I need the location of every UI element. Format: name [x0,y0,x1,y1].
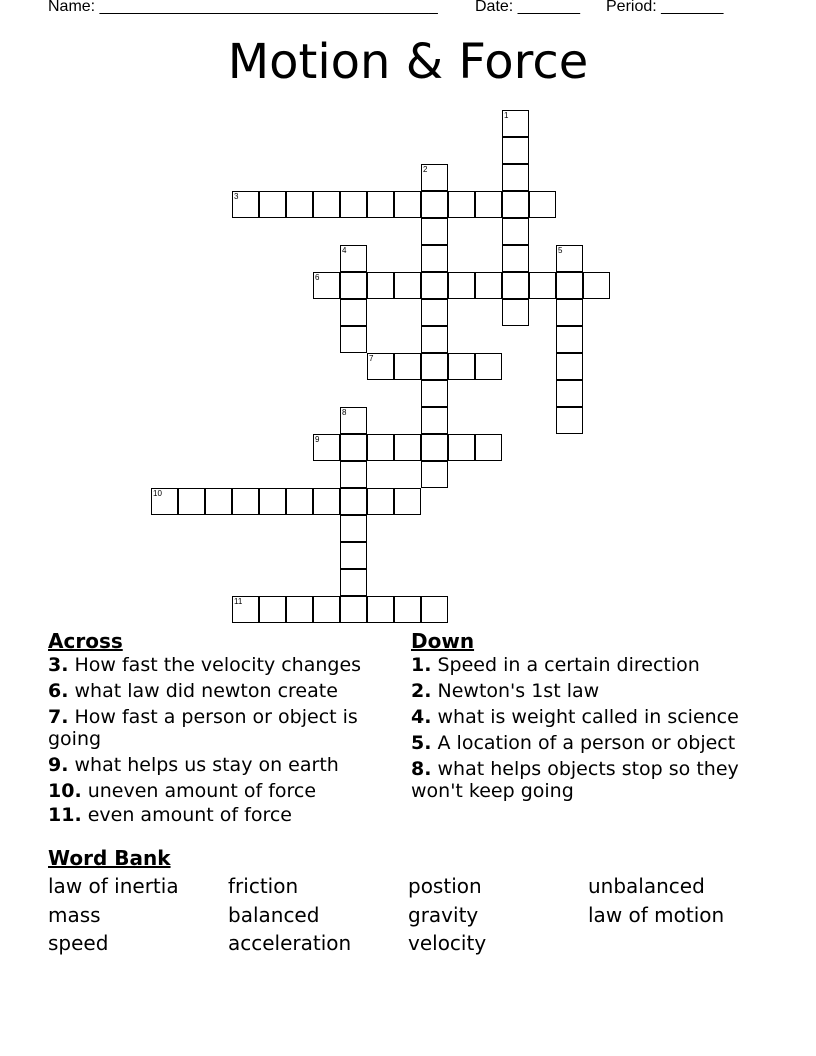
clue-down-5 [411,732,771,754]
crossword-cell[interactable] [583,272,610,299]
clue-across-7 [48,706,378,750]
clue-text: How fast a person or object is going [48,706,358,750]
crossword-cell[interactable] [421,245,448,272]
crossword-cell[interactable] [232,596,259,623]
clue-text: what is weight called in science [437,706,739,728]
crossword-cell[interactable] [340,434,367,461]
clue-number: 10. [48,780,82,802]
crossword-cell[interactable] [367,272,394,299]
clue-number-label: 6 [315,272,320,282]
word-bank-item: law of motion [588,902,725,927]
crossword-cell[interactable] [340,299,367,326]
down-clues [411,630,771,806]
crossword-cell[interactable] [502,137,529,164]
crossword-cell[interactable] [421,299,448,326]
clue-number-label: 1 [504,110,509,120]
crossword-cell[interactable] [340,245,367,272]
word-bank-item: friction [228,874,299,898]
word-bank [48,874,768,960]
crossword-cell[interactable] [340,461,367,488]
crossword-cell[interactable] [232,191,259,218]
crossword-cell[interactable] [556,407,583,434]
crossword-cell[interactable] [259,596,286,623]
clue-number: 9. [48,754,69,776]
clue-number-label: 9 [315,434,320,444]
crossword-cell[interactable] [313,272,340,299]
crossword-cell[interactable] [394,434,421,461]
name-field[interactable]: Name: ______________________________________ [48,0,438,15]
clue-text: Newton's 1st law [437,680,600,702]
clue-across-11 [48,804,378,826]
clue-text: A location of a person or object [437,732,736,754]
crossword-cell[interactable] [448,191,475,218]
crossword-cell[interactable] [313,596,340,623]
crossword-cell[interactable] [367,191,394,218]
clue-number: 4. [411,706,432,728]
crossword-cell[interactable] [340,272,367,299]
crossword-cell[interactable] [421,407,448,434]
clue-text: Speed in a certain direction [437,654,700,676]
crossword-cell[interactable] [340,326,367,353]
word-bank-item: velocity [408,931,487,955]
crossword-cell[interactable] [286,191,313,218]
clue-across-10 [48,780,378,802]
crossword-cell[interactable] [475,191,502,218]
crossword-cell[interactable] [367,596,394,623]
down-heading: Down [411,629,475,653]
clue-text: uneven amount of force [87,780,317,802]
word-bank-item: unbalanced [588,874,705,898]
crossword-cell[interactable] [556,380,583,407]
crossword-cell[interactable] [502,218,529,245]
crossword-cell[interactable] [421,434,448,461]
crossword-cell[interactable] [340,569,367,596]
clue-down-1 [411,654,771,676]
crossword-cell[interactable] [394,272,421,299]
crossword-cell[interactable] [259,488,286,515]
word-bank-item: acceleration [228,931,352,955]
crossword-cell[interactable] [475,353,502,380]
clue-text: How fast the velocity changes [74,654,362,676]
crossword-cell[interactable] [178,488,205,515]
crossword-cell[interactable] [502,191,529,218]
crossword-cell[interactable] [286,488,313,515]
clue-across-3 [48,654,378,676]
crossword-cell[interactable] [529,191,556,218]
crossword-cell[interactable] [340,515,367,542]
across-heading: Across [48,629,123,653]
crossword-cell[interactable] [367,434,394,461]
crossword-cell[interactable] [448,434,475,461]
word-bank-item: mass [48,902,101,927]
crossword-cell[interactable] [502,299,529,326]
crossword-cell[interactable] [421,191,448,218]
period-field[interactable]: Period: _______ [606,0,724,15]
clue-number: 11. [48,804,82,826]
clue-down-2 [411,680,771,702]
page-title: Motion & Force [227,34,589,90]
clue-number: 3. [48,654,69,676]
word-bank-item: postion [408,874,482,898]
crossword-cell[interactable] [259,191,286,218]
clue-number-label: 11 [234,596,243,606]
crossword-cell[interactable] [394,353,421,380]
crossword-cell[interactable] [421,353,448,380]
clue-number-label: 5 [558,245,563,255]
crossword-cell[interactable] [313,191,340,218]
crossword-cell[interactable] [340,407,367,434]
clue-number-label: 8 [342,407,347,417]
clue-text: what law did newton create [74,680,338,702]
crossword-cell[interactable] [475,272,502,299]
crossword-cell[interactable] [340,542,367,569]
clue-number: 6. [48,680,69,702]
crossword-cell[interactable] [502,272,529,299]
crossword-cell[interactable] [367,488,394,515]
crossword-cell[interactable] [340,191,367,218]
crossword-cell[interactable] [529,272,556,299]
clue-number-label: 7 [369,353,374,363]
crossword-cell[interactable] [367,353,394,380]
crossword-cell[interactable] [475,434,502,461]
crossword-cell[interactable] [502,245,529,272]
clue-down-8 [411,758,771,802]
clue-text: what helps us stay on earth [74,754,339,776]
word-bank-item: gravity [408,902,479,927]
crossword-cell[interactable] [556,353,583,380]
word-bank-item: balanced [228,902,320,927]
crossword-cell[interactable] [151,488,178,515]
crossword-cell[interactable] [448,272,475,299]
clue-across-6 [48,680,378,702]
crossword-cell[interactable] [556,326,583,353]
clue-number: 8. [411,758,432,780]
word-bank-item: law of inertia [48,874,179,898]
clue-text: even amount of force [87,804,292,826]
crossword-cell[interactable] [421,326,448,353]
word-bank-item: speed [48,931,109,955]
crossword-cell[interactable] [313,488,340,515]
clue-number-label: 2 [423,164,428,174]
crossword-cell[interactable] [421,272,448,299]
clue-number-label: 10 [153,488,162,498]
clue-down-4 [411,706,771,728]
crossword-cell[interactable] [556,245,583,272]
word-bank-heading: Word Bank [48,846,171,870]
crossword-cell[interactable] [502,164,529,191]
crossword-cell[interactable] [313,434,340,461]
crossword-cell[interactable] [340,596,367,623]
clue-number: 7. [48,706,69,728]
crossword-cell[interactable] [394,488,421,515]
clue-number-label: 3 [234,191,239,201]
across-clues [48,630,378,830]
clue-across-9 [48,754,378,776]
crossword-cell[interactable] [232,488,259,515]
crossword-cell[interactable] [205,488,232,515]
crossword-cell[interactable] [502,110,529,137]
date-field[interactable]: Date: _______ [475,0,580,15]
crossword-cell[interactable] [556,299,583,326]
crossword-cell[interactable] [421,596,448,623]
crossword-cell[interactable] [448,353,475,380]
crossword-cell[interactable] [394,596,421,623]
crossword-cell[interactable] [421,164,448,191]
crossword-cell[interactable] [394,191,421,218]
crossword-cell[interactable] [421,380,448,407]
crossword-cell[interactable] [286,596,313,623]
clue-text: what helps objects stop so they won't keep going [411,758,739,802]
crossword-cell[interactable] [340,488,367,515]
clue-number: 2. [411,680,432,702]
crossword-cell[interactable] [421,461,448,488]
clue-number-label: 4 [342,245,347,255]
crossword-cell[interactable] [556,272,583,299]
clue-number: 1. [411,654,432,676]
crossword-cell[interactable] [421,218,448,245]
clue-number: 5. [411,732,432,754]
